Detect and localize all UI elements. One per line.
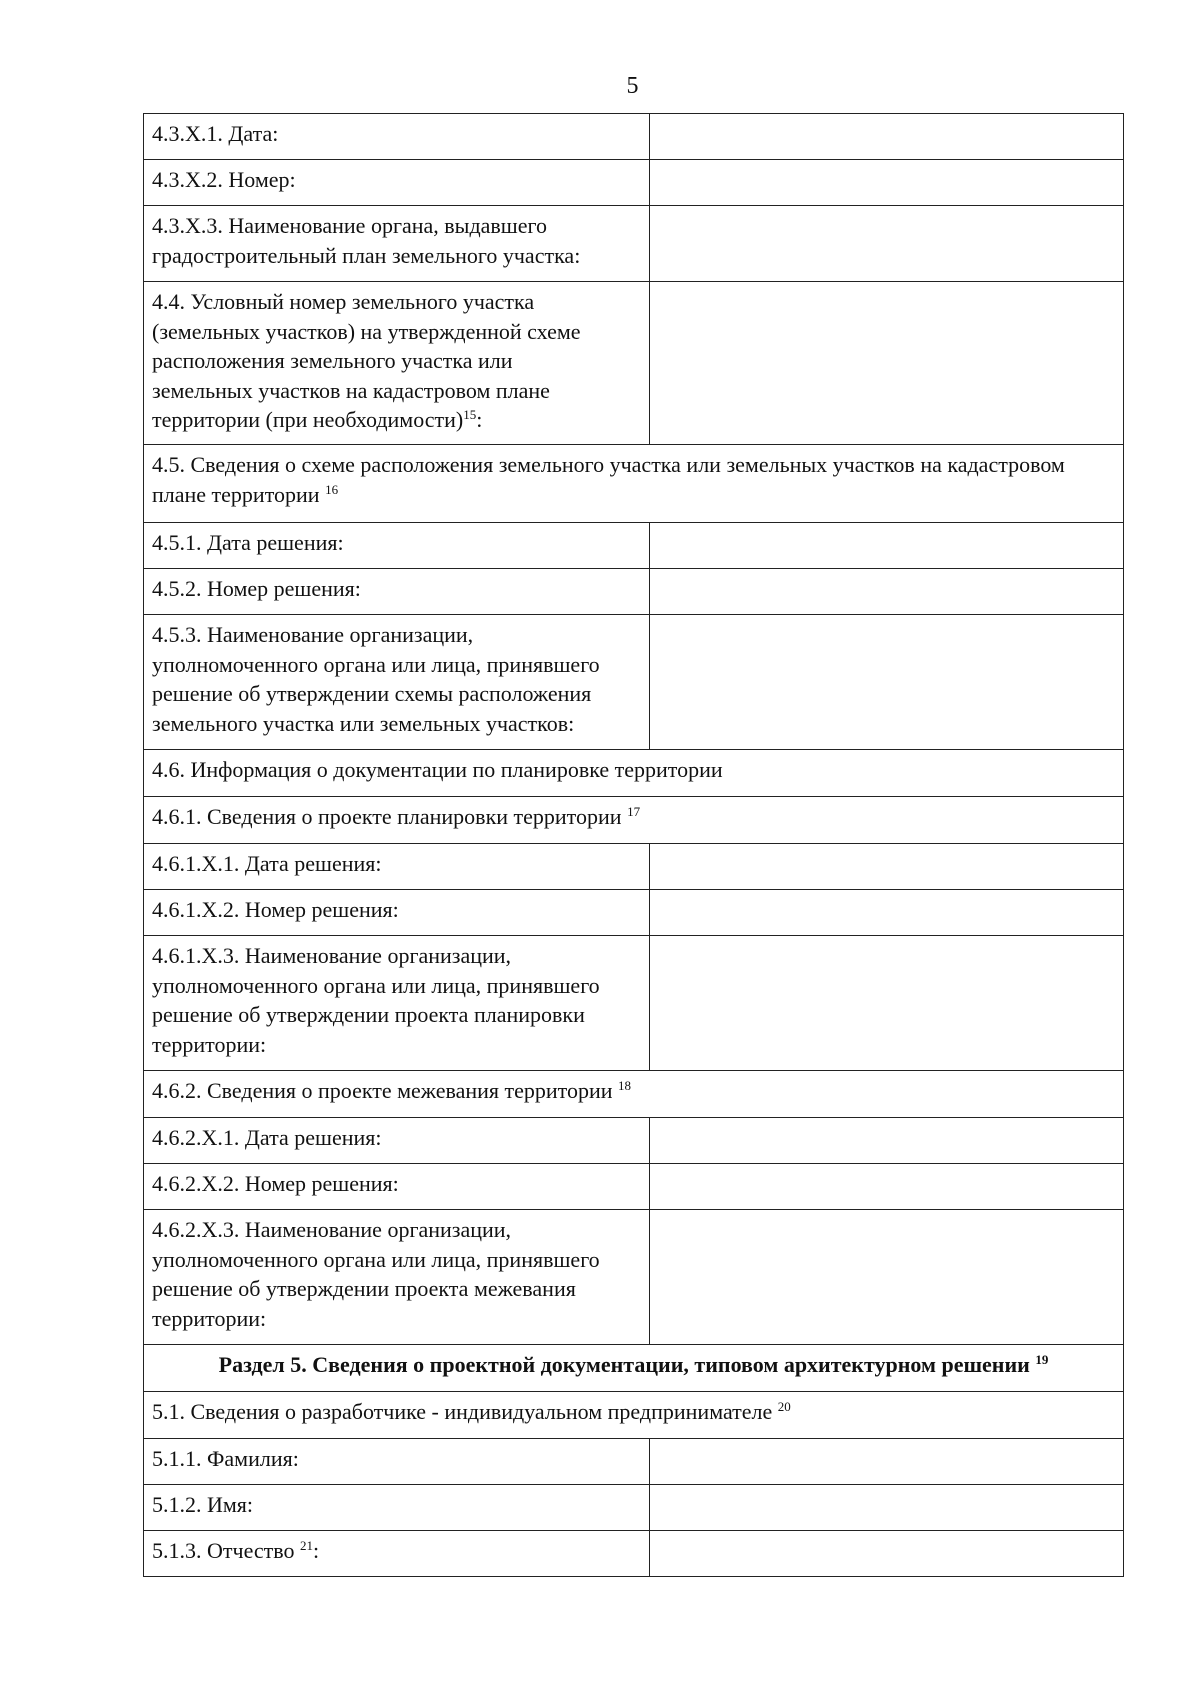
footnote-ref[interactable]: 16 [325,481,339,497]
form-table [143,113,1124,1577]
field-value-cell[interactable] [650,1439,1124,1485]
form-table-body [144,114,1124,1577]
form-row [144,750,1124,797]
row-label-text: 4.3.Х.3. Наименование органа, выдавшего градостроительный план земельного участка: [152,213,581,268]
field-value-cell[interactable] [650,1118,1124,1164]
field-label-cell [144,615,650,750]
section-heading [144,1345,1124,1392]
row-label-text: 4.6.2. Сведения о проекте межевания территории [152,1078,619,1103]
subsection-heading [144,445,1124,523]
footnote-ref[interactable]: 15 [463,407,477,423]
row-label-text: 4.6.1. Сведения о проекте планировки территории [152,804,628,829]
field-label-cell [144,936,650,1071]
footnote-ref[interactable]: 19 [1035,1352,1049,1368]
field-label-cell [144,1118,650,1164]
field-value-cell[interactable] [650,890,1124,936]
form-row [144,1071,1124,1118]
footnote-ref[interactable]: 21 [300,1538,313,1554]
subsection-heading [144,1071,1124,1118]
field-label-cell [144,890,650,936]
field-value-cell[interactable] [650,206,1124,282]
field-value-cell[interactable] [650,569,1124,615]
field-value-cell[interactable] [650,615,1124,750]
row-label-text: 4.6. Информация о документации по планировке территории [152,757,723,782]
form-row [144,1439,1124,1485]
field-label-cell [144,1210,650,1345]
field-label-cell [144,282,650,445]
form-row [144,1210,1124,1345]
row-label-text: 4.6.1.Х.2. Номер решения: [152,897,399,922]
row-label-text: 4.5.3. Наименование организации, уполномоченного органа или лица, принявшего решение об утверждении схемы расположения земельного участка или земельных участков: [152,622,600,736]
footnote-ref[interactable]: 18 [618,1078,632,1094]
form-row [144,1392,1124,1439]
field-label-cell [144,844,650,890]
field-value-cell[interactable] [650,160,1124,206]
field-label-cell [144,1531,650,1577]
field-label-cell [144,206,650,282]
field-label-cell [144,1164,650,1210]
field-value-cell[interactable] [650,523,1124,569]
field-value-cell[interactable] [650,936,1124,1071]
form-row [144,569,1124,615]
row-label-text: 4.6.1.Х.3. Наименование организации, уполномоченного органа или лица, принявшего решение об утверждении проекта планировки территории: [152,943,600,1057]
field-value-cell[interactable] [650,1210,1124,1345]
label-suffix: : [476,407,483,432]
row-label-text: 5.1.1. Фамилия: [152,1446,299,1471]
field-label-cell [144,1485,650,1531]
field-value-cell[interactable] [650,1485,1124,1531]
row-label-text: 4.3.Х.1. Дата: [152,121,279,146]
field-label-cell [144,569,650,615]
field-value-cell[interactable] [650,844,1124,890]
row-label-text: 4.5. Сведения о схеме расположения земельного участка или земельных участков на кадастровом плане территории [152,452,1065,507]
row-label-text: 5.1. Сведения о разработчике - индивидуальном предпринимателе [152,1399,778,1424]
form-row [144,206,1124,282]
row-label-text: 4.6.2.Х.1. Дата решения: [152,1125,382,1150]
form-row [144,890,1124,936]
subsection-heading [144,1392,1124,1439]
field-value-cell[interactable] [650,1164,1124,1210]
field-label-cell [144,114,650,160]
row-label-text: 5.1.2. Имя: [152,1492,254,1517]
form-row [144,445,1124,523]
row-label-text: 4.6.2.Х.2. Номер решения: [152,1171,399,1196]
row-label-text: 4.6.1.Х.1. Дата решения: [152,851,382,876]
field-value-cell[interactable] [650,1531,1124,1577]
form-row [144,282,1124,445]
form-row [144,1164,1124,1210]
form-row [144,114,1124,160]
field-label-cell [144,1439,650,1485]
form-row [144,797,1124,844]
row-label-text: 4.5.1. Дата решения: [152,530,344,555]
form-row [144,844,1124,890]
form-row [144,523,1124,569]
field-label-cell [144,160,650,206]
form-row [144,1118,1124,1164]
row-label-text: 4.3.Х.2. Номер: [152,167,296,192]
form-row [144,160,1124,206]
field-value-cell[interactable] [650,282,1124,445]
page-number: 5 [626,73,639,99]
row-label-text: Раздел 5. Сведения о проектной документации, типовом архитектурном решении [218,1352,1036,1377]
row-label-text: 4.4. Условный номер земельного участка (земельных участков) на утвержденной схеме расположения земельного участка или земельных участков на кадастровом плане территории (при необходимости) [152,289,581,432]
form-row [144,615,1124,750]
form-row [144,936,1124,1071]
label-suffix: : [313,1538,320,1563]
field-label-cell [144,523,650,569]
field-value-cell[interactable] [650,114,1124,160]
subsection-heading [144,797,1124,844]
form-row [144,1485,1124,1531]
form-row [144,1345,1124,1392]
subsection-heading [144,750,1124,797]
form-row [144,1531,1124,1577]
footnote-ref[interactable]: 20 [777,1399,791,1415]
row-label-text: 4.5.2. Номер решения: [152,576,361,601]
row-label-text: 4.6.2.Х.3. Наименование организации, уполномоченного органа или лица, принявшего решение об утверждении проекта межевания территории: [152,1217,600,1331]
row-label-text: 5.1.3. Отчество [152,1538,300,1563]
footnote-ref[interactable]: 17 [627,804,641,820]
